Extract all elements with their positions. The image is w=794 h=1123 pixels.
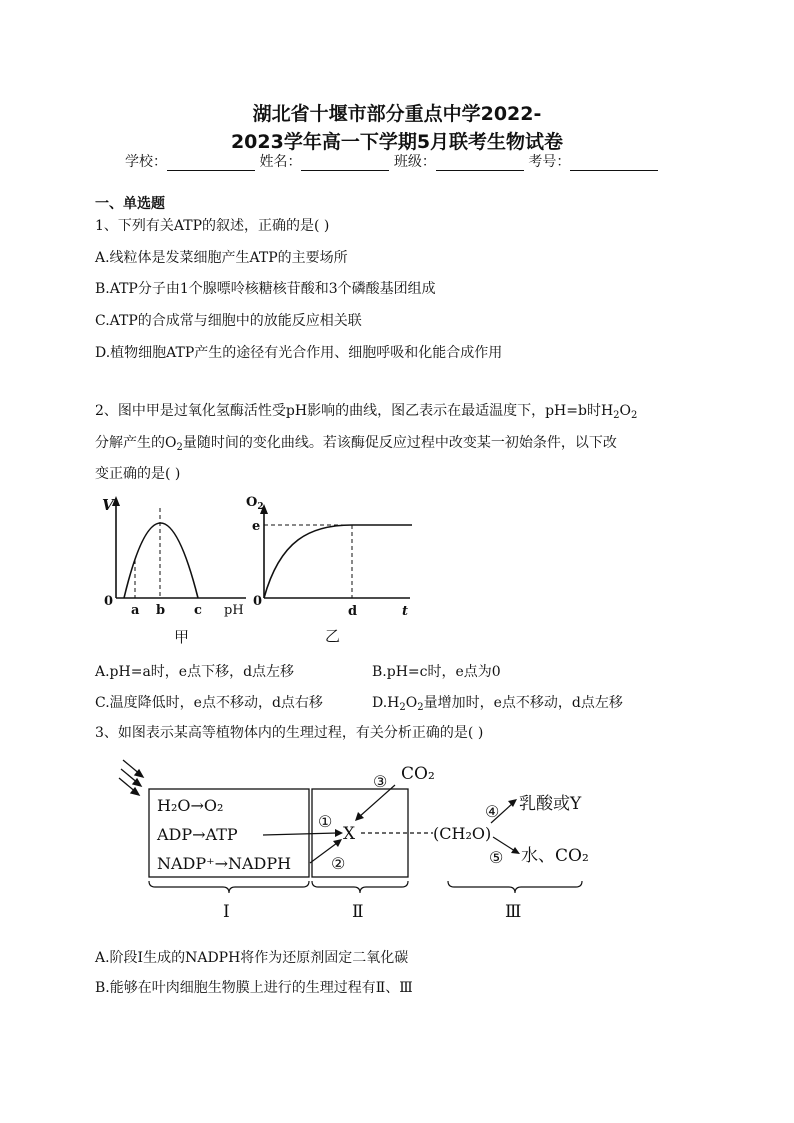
q2-option-c[interactable]: C.温度降低时，e点不移动，d点右移: [95, 695, 323, 711]
q1-option-a[interactable]: A.线粒体是发菜细胞产生ATP的主要场所: [95, 250, 348, 266]
y-axis-label-sub: 2: [257, 502, 264, 512]
q3-stem: 3、如图表示某高等植物体内的生理过程，有关分析正确的是( ): [95, 725, 484, 741]
q2-stem-text: 2、图中甲是过氧化氢酶活性受pH影响的曲线，图乙表示在最适温度下，pH=b时H: [95, 403, 614, 419]
label-stage-2: Ⅱ: [352, 902, 364, 922]
q2-stem-line-3: 变正确的是( ): [95, 466, 181, 482]
label-circle-2: ②: [331, 854, 346, 873]
figure-caption-jia: 甲: [174, 628, 190, 646]
class-blank[interactable]: [436, 156, 524, 171]
figure-caption-yi: 乙: [325, 627, 341, 645]
label-circle-5: ⑤: [489, 848, 504, 867]
subscript: 2: [417, 702, 424, 713]
origin-label: 0: [253, 594, 263, 609]
label-co2-top: CO₂: [401, 764, 435, 784]
class-label: 班级：: [393, 154, 436, 170]
subscript: 2: [613, 410, 620, 421]
tick-label-a: a: [131, 603, 140, 618]
school-label: 学校：: [125, 154, 167, 170]
q2-option-d[interactable]: [372, 692, 623, 712]
subscript: 2: [176, 442, 183, 453]
brace-stage-1: [149, 881, 309, 893]
origin-label: 0: [104, 594, 114, 609]
brace-stage-2: [312, 881, 408, 893]
reaction-adp-atp: ADP→ATP: [157, 825, 238, 844]
q2-stem-line-2: [95, 432, 617, 452]
arrow-head: [333, 839, 342, 847]
subscript: 2: [631, 410, 638, 421]
title-line-2: 2023学年高一下学期5月联考生物试卷: [230, 131, 564, 153]
reaction-nadp-nadph: NADP⁺→NADPH: [157, 854, 292, 873]
q2-stem-text: O: [619, 403, 632, 419]
label-x: X: [343, 824, 356, 844]
q2-stem-text: 分解产生的O: [95, 435, 177, 451]
q3-option-b[interactable]: B.能够在叶肉细胞生物膜上进行的生理过程有Ⅱ、Ⅲ: [95, 980, 413, 996]
label-lactic-or-y: 乳酸或Y: [519, 794, 582, 814]
brace-stage-3: [448, 881, 582, 893]
arrow-head: [335, 829, 343, 837]
label-circle-3: ③: [373, 772, 388, 791]
label-circle-1: ①: [318, 812, 333, 831]
subscript: 2: [399, 702, 406, 713]
reaction-water-oxygen: H₂O→O₂: [157, 796, 224, 815]
exam-number-label: 考号：: [528, 154, 571, 170]
tick-label-e: e: [252, 519, 261, 534]
school-blank[interactable]: [167, 156, 255, 171]
option-text: 量增加时，e点不移动，d点左移: [423, 695, 623, 711]
label-water-co2: 水、CO₂: [521, 846, 589, 866]
light-arrows-icon: [119, 760, 143, 795]
section-title: 一、单选题: [95, 196, 165, 212]
arrow-atp-to-x: [263, 833, 337, 835]
x-axis-label: t: [402, 604, 409, 619]
q2-option-b[interactable]: B.pH=c时，e点为0: [372, 664, 501, 680]
q1-option-c[interactable]: C.ATP的合成常与细胞中的放能反应相关联: [95, 313, 362, 329]
o2-curve: [264, 525, 412, 598]
exam-number-blank[interactable]: [570, 156, 658, 171]
name-label: 姓名：: [259, 154, 302, 170]
label-stage-3: Ⅲ: [505, 902, 522, 922]
label-stage-1: Ⅰ: [223, 902, 230, 922]
q1-option-d[interactable]: D.植物细胞ATP产生的途径有光合作用、细胞呼吸和化能合成作用: [95, 345, 503, 361]
option-text: D.H: [372, 695, 400, 711]
x-axis-label: pH: [224, 603, 244, 618]
y-axis-label: [246, 495, 264, 512]
y-axis-label: V: [102, 496, 114, 514]
student-info-line: [125, 151, 658, 171]
label-circle-4: ④: [485, 802, 500, 821]
arrow-head: [511, 847, 520, 854]
tick-label-b: b: [156, 603, 166, 618]
q1-option-b[interactable]: B.ATP分子由1个腺嘌呤核糖核苷酸和3个磷酸基团组成: [95, 281, 436, 297]
q1-stem: 1、下列有关ATP的叙述，正确的是( ): [95, 218, 330, 234]
tick-label-d: d: [348, 604, 358, 619]
figure-jia: [98, 492, 261, 652]
y-axis-label-o: O: [246, 495, 258, 510]
tick-label-c: c: [194, 603, 202, 618]
name-blank[interactable]: [301, 156, 389, 171]
photosynthesis-diagram: [115, 755, 625, 925]
q2-stem-line-1: [95, 400, 637, 420]
figure-yi: [246, 490, 425, 655]
option-text: O: [405, 695, 418, 711]
q3-option-a[interactable]: A.阶段Ⅰ生成的NADPH将作为还原剂固定二氧化碳: [95, 950, 409, 966]
label-ch2o: (CH₂O): [433, 824, 492, 843]
title-line-1: 湖北省十堰市部分重点中学2022-: [252, 103, 542, 125]
q2-option-a[interactable]: A.pH=a时，e点下移，d点左移: [95, 664, 295, 680]
q2-stem-text: 量随时间的变化曲线。若该酶促反应过程中改变某一初始条件，以下改: [182, 435, 617, 451]
